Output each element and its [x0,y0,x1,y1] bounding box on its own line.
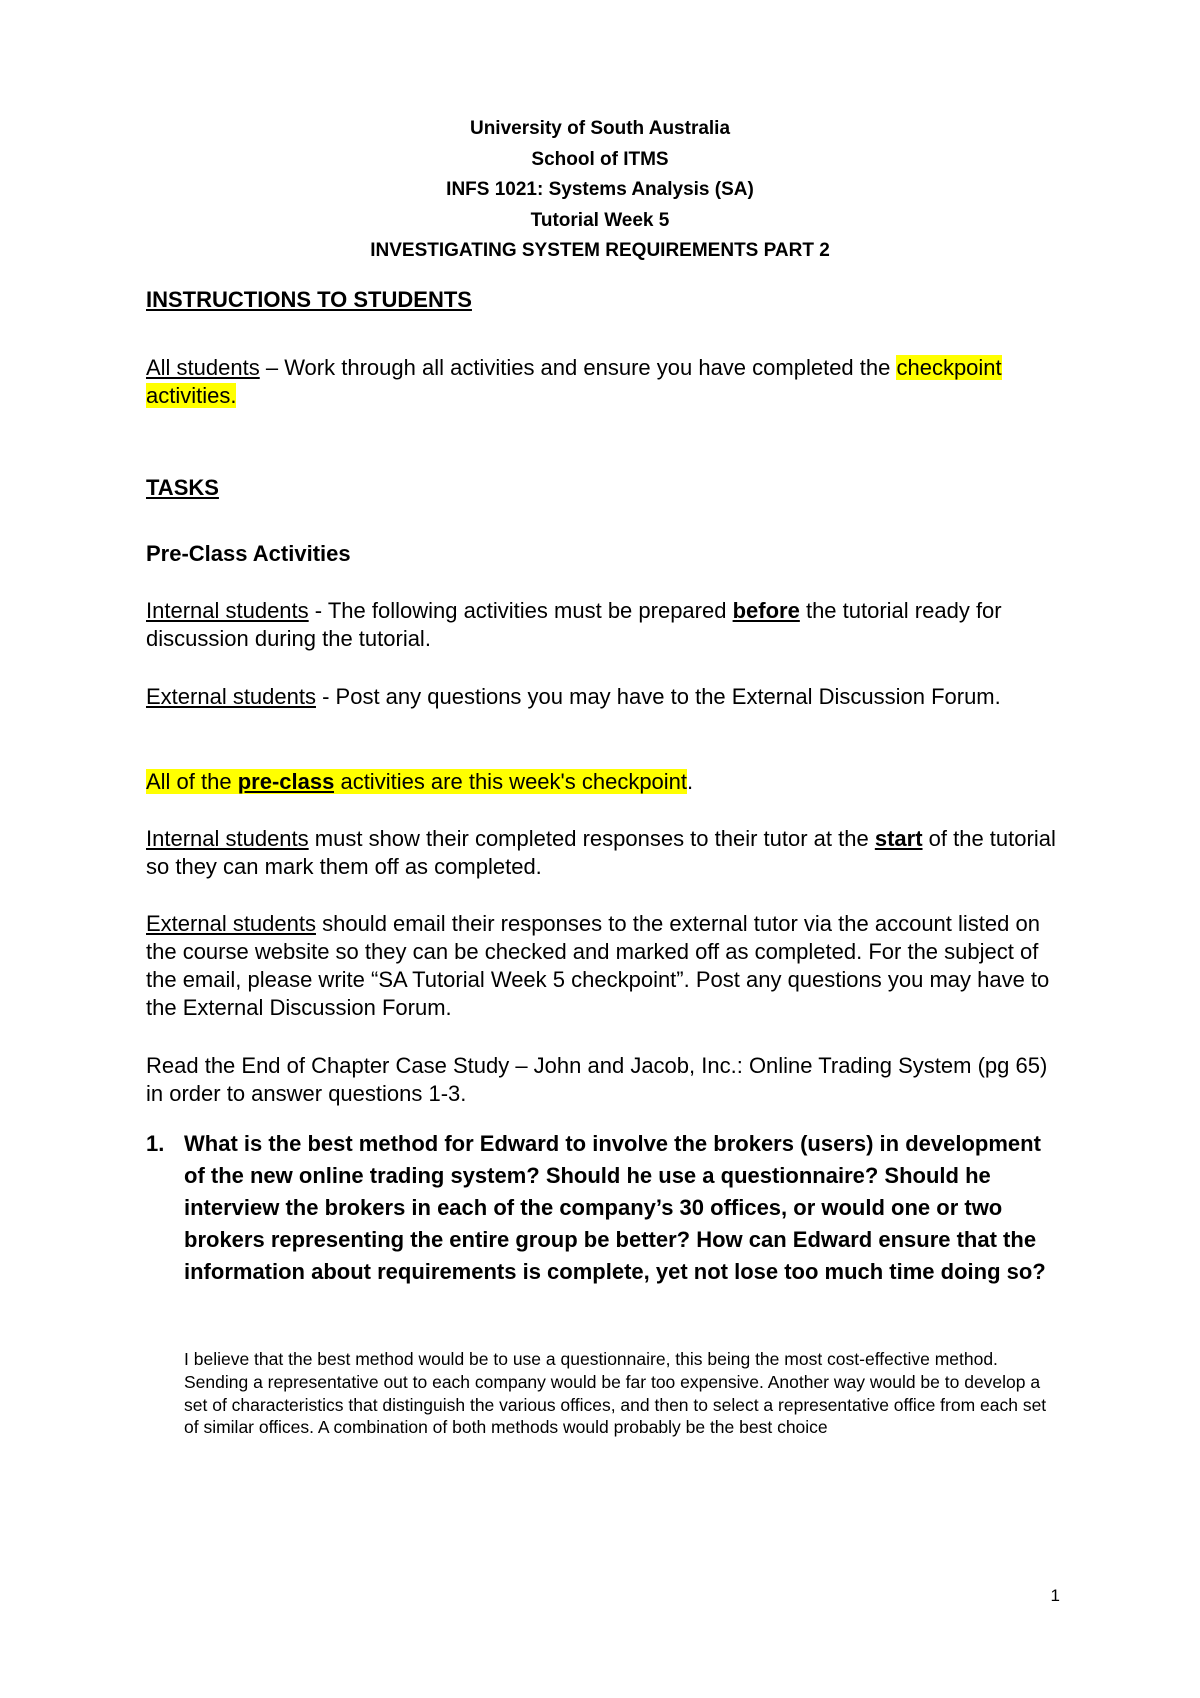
checkpoint-text-2: activities are this week's checkpoint [334,769,688,794]
university-name: University of South Australia [469,118,731,139]
school-name: School of ITMS [531,148,669,170]
internal-responses-text-1: must show their completed responses to their tutor at the [308,826,875,851]
case-study-paragraph: Read the End of Chapter Case Study – John and Jacob, Inc.: Online Trading System (pg 65) in order to answer questions 1-3. [146,1053,1048,1106]
external-email-text: should email their responses to the external tutor via the account listed on the course website so they can be checked and marked off as completed. For the subject of the email, please write “SA Tutorial Week 5 checkpoint”. Post any questions you may have to the External Discussion Forum. [146,911,1050,1020]
checkpoint-highlight: checkpoint activities. [146,355,1002,408]
checkpoint-period: . [687,769,694,794]
document-header [0,114,1200,267]
preclass-heading: Pre-Class Activities [146,541,351,566]
external-students-label-2: External students [146,911,316,936]
internal-responses-text-2: of the tutorial so they can mark them off as completed. [146,826,1056,879]
external-students-text: - Post any questions you may have to the External Discussion Forum. [315,684,1001,709]
internal-students-label: Internal students [146,598,309,623]
question-text: What is the best method for Edward to involve the brokers (users) in development of the new online trading system? Should he use a questionnaire? Should he interview the brokers in each of the company’s 30 offices, or would one or two brokers representing the entire group be better? How can Edward ensure that the information about requirements is complete, yet not lose too much time doing so? [184,1131,1046,1284]
internal-students-text-2: the tutorial ready for discussion during the tutorial. [146,598,1002,651]
internal-students-responses-paragraph [146,825,1066,881]
start-emphasis: start [874,826,923,851]
tutorial-topic: INVESTIGATING SYSTEM REQUIREMENTS PART 2 [370,240,830,261]
tutorial-week: Tutorial Week 5 [530,209,670,231]
internal-students-paragraph [146,597,1066,653]
internal-students-text-1: - The following activities must be prepared [308,598,733,623]
internal-students-label-2: Internal students [146,826,309,851]
external-students-email-paragraph [146,910,1066,1022]
question-number: 1. [146,1131,165,1156]
all-students-text: – Work through all activities and ensure you have completed the [259,355,897,380]
course-title: INFS 1021: Systems Analysis (SA) [446,179,754,200]
external-students-label: External students [146,684,316,709]
checkpoint-paragraph [146,768,1066,796]
page-number: 1 [1050,1586,1060,1605]
instructions-heading: INSTRUCTIONS TO STUDENTS [146,287,472,312]
all-students-paragraph [146,354,1066,410]
checkpoint-text-1: All of the [146,769,238,794]
external-students-paragraph [146,683,1066,711]
preclass-emphasis: pre-class [237,769,335,794]
question-1-answer: I believe that the best method would be to use a questionnaire, this being the most cost-effective method. Sending a representative out to each company would be far too expensive. Another way would be to develop a set of characteristics that distinguish the various offices, and then to select a representative office from each set of similar offices. A combination of both methods would probably be the best choice [184,1349,1047,1438]
tasks-heading: TASKS [146,475,219,500]
all-students-label: All students [146,355,260,380]
before-emphasis: before [732,598,800,623]
